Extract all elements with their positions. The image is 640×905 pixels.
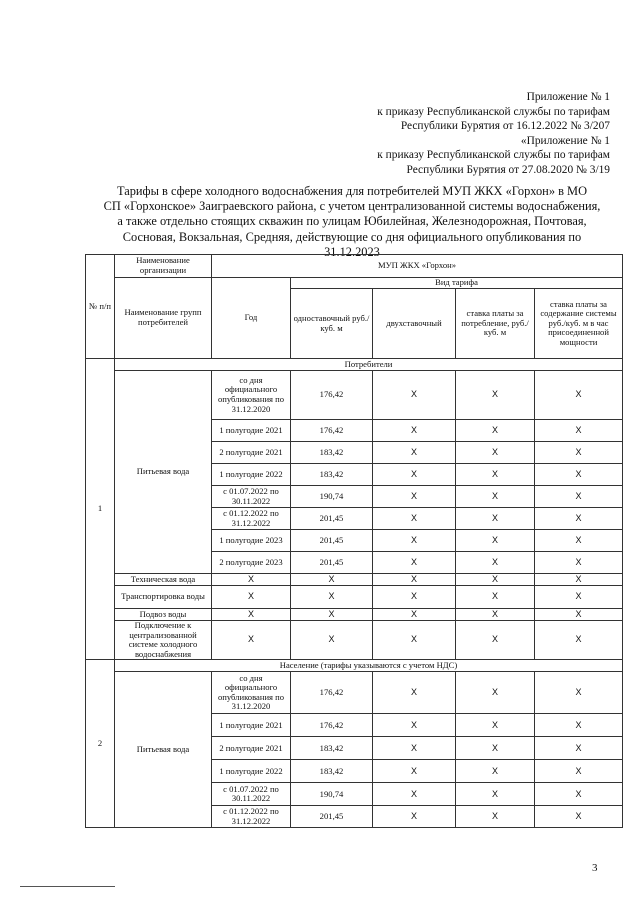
consumer-group: Подвоз воды [115, 609, 212, 621]
appendix-line: к приказу Республиканской службы по тарифам [377, 105, 610, 118]
appendix-line: Приложение № 1 [526, 91, 610, 103]
x-cell: X [212, 574, 291, 586]
table-row [86, 609, 623, 621]
appendix-header [280, 90, 610, 178]
x-cell: X [456, 486, 535, 508]
x-cell: X [456, 783, 535, 806]
x-cell: X [456, 464, 535, 486]
x-cell: X [373, 464, 456, 486]
single-rate-value: 183,42 [291, 760, 373, 783]
period-cell: 2 полугодие 2021 [212, 737, 291, 760]
x-cell: X [535, 371, 623, 420]
appendix-line: Республики Бурятия от 27.08.2020 № 3/19 [406, 163, 610, 176]
header-org-value: МУП ЖКХ «Горхон» [212, 255, 623, 278]
period-cell: 1 полугодие 2021 [212, 714, 291, 737]
period-cell: с 01.12.2022 по 31.12.2022 [212, 508, 291, 530]
title-line: Тарифы в сфере холодного водоснабжения для потребителей МУП ЖКХ «Горхон» в МО [116, 184, 588, 198]
x-cell: X [535, 714, 623, 737]
x-cell: X [212, 586, 291, 609]
single-rate-value: 183,42 [291, 442, 373, 464]
x-cell: X [535, 737, 623, 760]
row-number: 2 [86, 660, 115, 828]
x-cell: X [373, 714, 456, 737]
row-number: 1 [86, 359, 115, 660]
appendix-line: к приказу Республиканской службы по тарифам [377, 149, 610, 162]
x-cell: X [373, 420, 456, 442]
x-cell: X [456, 737, 535, 760]
single-rate-value: 176,42 [291, 420, 373, 442]
title-line: 31.12.2023 [324, 244, 380, 259]
header-consumption-rate: ставка платы за потребление, руб./ куб. м [456, 289, 535, 359]
period-cell: с 01.07.2022 по 30.11.2022 [212, 783, 291, 806]
header-maintenance-rate: ставка платы за содержание системы руб./куб. м в час присоединенной мощности [535, 289, 623, 359]
x-cell: X [456, 672, 535, 714]
x-cell: X [456, 760, 535, 783]
x-cell: X [535, 530, 623, 552]
single-rate-value: 201,45 [291, 530, 373, 552]
tariff-table [85, 254, 623, 828]
single-rate-value: 201,45 [291, 806, 373, 828]
x-cell: X [456, 442, 535, 464]
period-cell: 2 полугодие 2023 [212, 552, 291, 574]
x-cell: X [456, 420, 535, 442]
x-cell: X [456, 586, 535, 609]
single-rate-value: 176,42 [291, 714, 373, 737]
consumer-group: Подключение к централизованной системе холодного водоснабжения [115, 621, 212, 660]
period-cell: 1 полугодие 2021 [212, 420, 291, 442]
x-cell: X [535, 552, 623, 574]
header-single-rate: одноставочный руб./ куб. м [291, 289, 373, 359]
x-cell: X [373, 371, 456, 420]
appendix-line: Республики Бурятия от 16.12.2022 № 3/207 [400, 120, 610, 133]
appendix-line: «Приложение № 1 [520, 134, 610, 147]
period-cell: с 01.12.2022 по 31.12.2022 [212, 806, 291, 828]
x-cell: X [373, 737, 456, 760]
x-cell: X [373, 806, 456, 828]
table-row [86, 574, 623, 586]
x-cell: X [456, 530, 535, 552]
period-cell: с 01.07.2022 по 30.11.2022 [212, 486, 291, 508]
header-two-rate: двухставочный [373, 289, 456, 359]
table-row [86, 371, 623, 420]
period-cell: 1 полугодие 2023 [212, 530, 291, 552]
header-num: № п/п [86, 255, 115, 359]
x-cell: X [535, 574, 623, 586]
x-cell: X [535, 486, 623, 508]
table-row [86, 586, 623, 609]
consumer-group: Техническая вода [115, 574, 212, 586]
x-cell: X [291, 609, 373, 621]
x-cell: X [373, 783, 456, 806]
x-cell: X [535, 464, 623, 486]
document-title [86, 184, 618, 260]
x-cell: X [456, 552, 535, 574]
x-cell: X [535, 420, 623, 442]
consumer-group: Транспортировка воды [115, 586, 212, 609]
section-row [86, 660, 623, 672]
x-cell: X [373, 586, 456, 609]
header-group: Наименование групп потребителей [115, 278, 212, 359]
x-cell: X [373, 609, 456, 621]
title-line: а также отдельно стоящих скважин по улицам Юбилейная, Железнодорожная, Почтовая, [117, 214, 587, 229]
header-year: Год [212, 278, 291, 359]
section-title: Потребители [115, 359, 623, 371]
x-cell: X [456, 371, 535, 420]
x-cell: X [535, 508, 623, 530]
x-cell: X [291, 586, 373, 609]
x-cell: X [373, 508, 456, 530]
period-cell: со дня официального опубликования по 31.12.2020 [212, 371, 291, 420]
x-cell: X [535, 760, 623, 783]
x-cell: X [212, 621, 291, 660]
x-cell: X [456, 621, 535, 660]
section-row [86, 359, 623, 371]
single-rate-value: 201,45 [291, 508, 373, 530]
x-cell: X [373, 486, 456, 508]
period-cell: 1 полугодие 2022 [212, 760, 291, 783]
x-cell: X [456, 806, 535, 828]
x-cell: X [373, 574, 456, 586]
x-cell: X [373, 621, 456, 660]
x-cell: X [535, 783, 623, 806]
x-cell: X [535, 442, 623, 464]
single-rate-value: 190,74 [291, 486, 373, 508]
title-line: Сосновая, Вокзальная, Средняя, действующие со дня официального опубликования по [122, 229, 582, 244]
x-cell: X [291, 574, 373, 586]
single-rate-value: 183,42 [291, 464, 373, 486]
x-cell: X [535, 609, 623, 621]
section-title: Население (тарифы указываются с учетом НДС) [115, 660, 623, 672]
table-row [86, 621, 623, 660]
x-cell: X [456, 609, 535, 621]
header-org-label: Наименование организации [115, 255, 212, 278]
header-tariff-type: Вид тарифа [291, 278, 623, 289]
single-rate-value: 190,74 [291, 783, 373, 806]
single-rate-value: 183,42 [291, 737, 373, 760]
x-cell: X [456, 574, 535, 586]
x-cell: X [373, 442, 456, 464]
x-cell: X [373, 760, 456, 783]
consumer-group: Питьевая вода [115, 672, 212, 828]
x-cell: X [373, 672, 456, 714]
x-cell: X [535, 586, 623, 609]
x-cell: X [535, 621, 623, 660]
single-rate-value: 176,42 [291, 371, 373, 420]
x-cell: X [373, 552, 456, 574]
x-cell: X [291, 621, 373, 660]
period-cell: 2 полугодие 2021 [212, 442, 291, 464]
single-rate-value: 201,45 [291, 552, 373, 574]
x-cell: X [535, 672, 623, 714]
x-cell: X [535, 806, 623, 828]
consumer-group: Питьевая вода [115, 371, 212, 574]
footnote-divider [20, 886, 115, 887]
x-cell: X [456, 508, 535, 530]
x-cell: X [456, 714, 535, 737]
title-line: СП «Горхонское» Заиграевского района, с учетом централизованной системы водоснабжения, [103, 199, 601, 214]
x-cell: X [373, 530, 456, 552]
period-cell: 1 полугодие 2022 [212, 464, 291, 486]
page-number: 3 [592, 862, 598, 874]
period-cell: со дня официального опубликования по 31.12.2020 [212, 672, 291, 714]
single-rate-value: 176,42 [291, 672, 373, 714]
x-cell: X [212, 609, 291, 621]
table-row [86, 672, 623, 714]
